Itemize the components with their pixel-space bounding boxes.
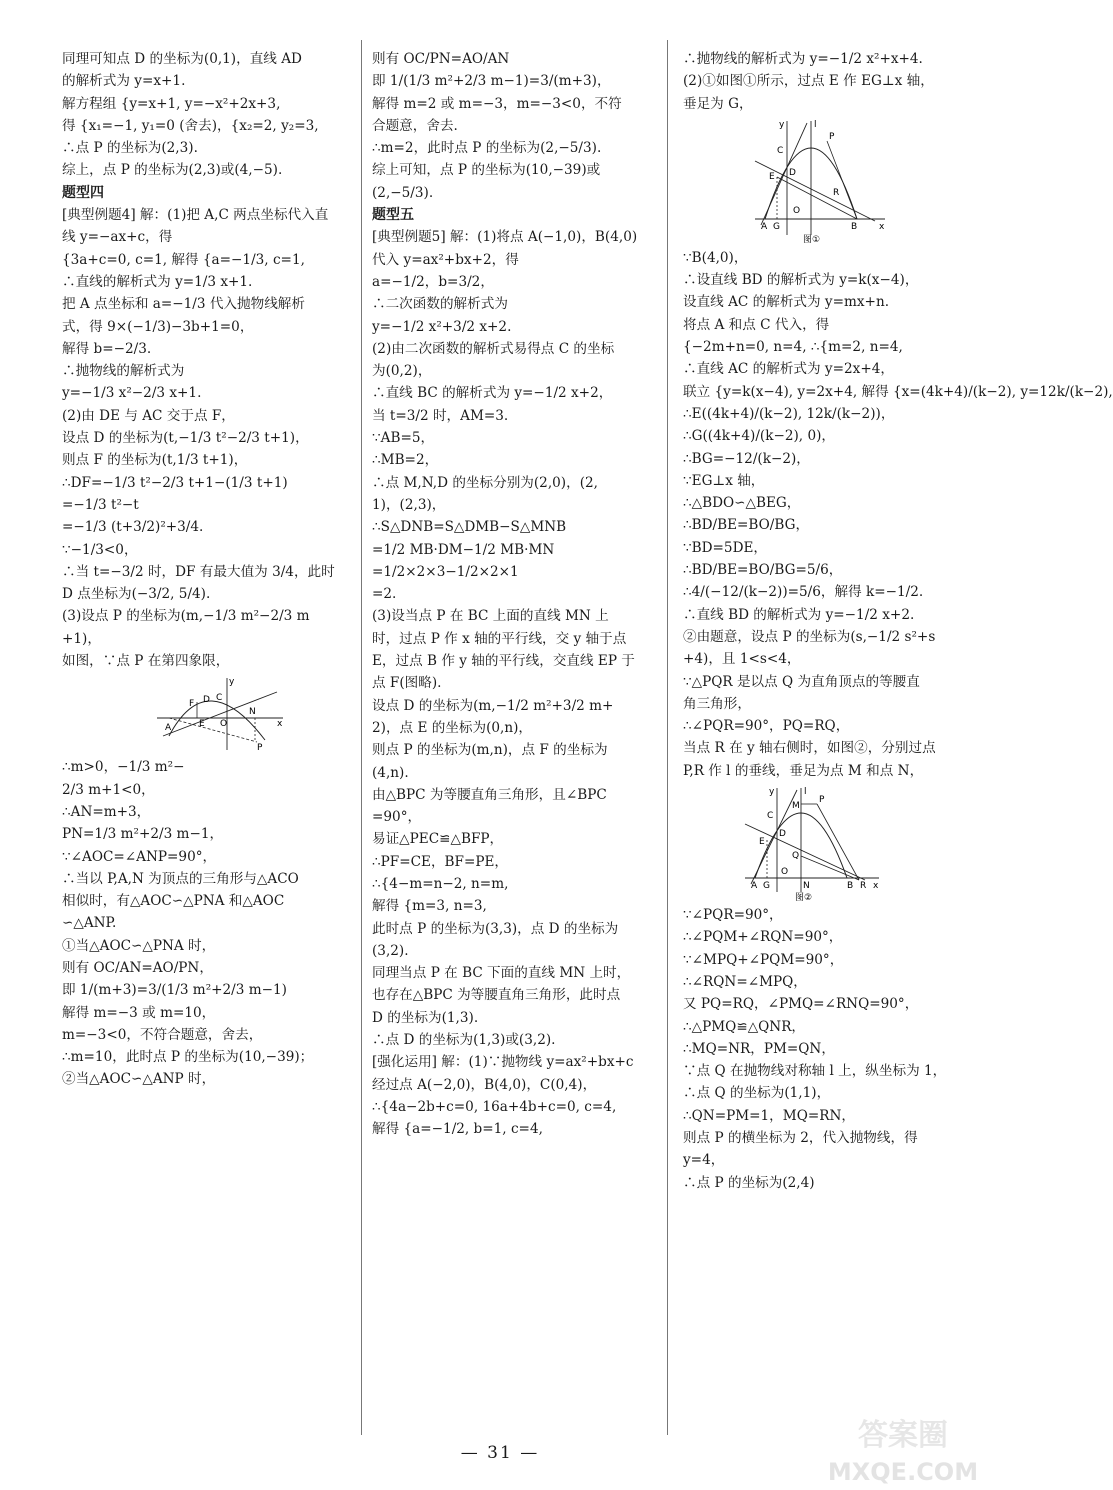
text-line: 由△BPC 为等腰直角三角形，且∠BPC xyxy=(372,786,607,803)
text-line: (2)①如图①所示，过点 E 作 EG⊥x 轴， xyxy=(683,73,934,90)
text-line: ∴直线 BD 的解析式为 y=−1/2 x+2. xyxy=(683,606,915,623)
column-left xyxy=(62,48,350,1091)
text-line: (4,n). xyxy=(372,764,409,781)
text-line: ∴当以 P,A,N 为顶点的三角形与△ACO xyxy=(62,870,299,887)
text-line: 又 PQ=RQ，∠PMQ=∠RNQ=90°， xyxy=(683,996,919,1013)
watermark-logo: 答案圈 xyxy=(858,1418,948,1453)
text-line: 则点 P 的坐标为(m,n)，点 F 的坐标为 xyxy=(372,742,608,759)
text-line: 则有 OC/PN=AO/AN xyxy=(372,51,510,67)
text-line: 综上可知，点 P 的坐标为(10,−39)或 xyxy=(372,162,601,179)
text-line: ∴BD/BE=BO/BG=5/6， xyxy=(683,562,843,579)
text-line: ∴△PMQ≌△QNR， xyxy=(683,1018,806,1035)
text-line: ∴QN=PM=1，MQ=RN， xyxy=(683,1107,855,1124)
text-line: ∴设直线 BD 的解析式为 y=k(x−4)， xyxy=(683,272,919,289)
text-line: (2,−5/3). xyxy=(372,184,434,201)
text-line: ∴直线 BC 的解析式为 y=−1/2 x+2， xyxy=(372,385,613,402)
text-line: ∵BD=5DE， xyxy=(683,539,767,556)
text-line: ∴m=2，此时点 P 的坐标为(2,−5/3). xyxy=(372,140,602,157)
text-line: 解得 m=2 或 m=−3，m=−3<0，不符 xyxy=(372,95,622,112)
figure-label: P xyxy=(829,131,835,142)
text-line: ∴∠PQR=90°，PQ=RQ， xyxy=(683,718,850,735)
figure-label: C xyxy=(216,693,223,704)
text-line: ∴△BDO∽△BEG， xyxy=(683,495,801,512)
text-line: 设点 D 的坐标为(m,−1/2 m²+3/2 m+ xyxy=(372,697,614,714)
figure-label: l xyxy=(804,787,807,798)
example-heading-line: [强化运用] 解：(1)∵抛物线 y=ax²+bx+c xyxy=(372,1054,634,1071)
text-line: 1)，(2,3)， xyxy=(372,496,446,513)
text-line: ∴直线 AC 的解析式为 y=2x+4， xyxy=(683,361,894,378)
text-line: 当点 R 在 y 轴右侧时，如图②，分别过点 xyxy=(683,740,936,757)
text-line: ∴∠RQN=∠MPQ， xyxy=(683,973,807,990)
text-line: 同理可知点 D 的坐标为(0,1)，直线 AD xyxy=(62,51,302,67)
figure-label: O xyxy=(220,719,228,730)
figure-label: D xyxy=(789,167,796,178)
text-line: ∴S△DNB=S△DMB−S△MNB xyxy=(372,519,567,536)
text-line: ∴BG=−12/(k−2)， xyxy=(683,450,810,467)
text-line: =−1/3 (t+3/2)²+3/4. xyxy=(62,519,204,536)
text-line: 2/3 m+1<0， xyxy=(62,781,155,798)
text-line: 综上，点 P 的坐标为(2,3)或(4,−5). xyxy=(62,162,283,179)
text-line: 即 1/(m+3)=3/(1/3 m²+2/3 m−1) xyxy=(62,982,287,999)
text-line: 则有 OC/AN=AO/PN， xyxy=(62,959,213,976)
text-line: D 点坐标为(−3/2, 5/4). xyxy=(62,586,211,603)
text-line: ∴{4a−2b+c=0, 16a+4b+c=0, c=4, xyxy=(372,1098,617,1115)
text-line: 合题意，舍去. xyxy=(372,117,458,134)
figure-label: P xyxy=(257,743,263,754)
text-line: ∴m=10，此时点 P 的坐标为(10,−39)； xyxy=(62,1049,314,1066)
text-line: D 的坐标为(1,3). xyxy=(372,1009,479,1026)
text-line: +1)， xyxy=(62,630,101,647)
example-heading-line: [典型例题5] 解：(1)将点 A(−1,0)，B(4,0) xyxy=(372,229,638,246)
text-line: 式，得 9×(−1/3)−3b+1=0， xyxy=(62,318,254,335)
figure-label: E xyxy=(199,719,205,730)
text-line: 解得 b=−2/3. xyxy=(62,340,152,357)
text-line: ∴点 P 的坐标为(2,3). xyxy=(62,140,198,157)
text-line: 垂足为 G， xyxy=(683,95,753,112)
text-line: (3,2). xyxy=(372,942,409,959)
text-line: 此时点 P 的坐标为(3,3)，点 D 的坐标为 xyxy=(372,920,619,937)
text-line: ∴点 P 的坐标为(2,4) xyxy=(683,1174,815,1191)
figure-label: x xyxy=(277,719,283,730)
text-line: 如图，∵点 P 在第四象限， xyxy=(62,653,230,670)
text-line: y=4， xyxy=(683,1152,725,1169)
figure-label: C xyxy=(767,811,774,822)
text-line: ∵EG⊥x 轴， xyxy=(683,472,765,489)
text-line: =1/2×2×3−1/2×2×1 xyxy=(372,563,519,580)
text-line: 即 1/(1/3 m²+2/3 m−1)=3/(m+3)， xyxy=(372,73,611,90)
text-line: ∴{4−m=n−2, n=m, xyxy=(372,875,509,892)
text-line: =1/2 MB·DM−1/2 MB·MN xyxy=(372,541,555,558)
text-line: ∵−1/3<0， xyxy=(62,541,138,558)
figure-label: O xyxy=(793,205,801,216)
text-line: 相似时，有△AOC∽△PNA 和△AOC xyxy=(62,893,285,910)
text-line: ①当△AOC∽△PNA 时， xyxy=(62,937,216,954)
figure-label: C xyxy=(777,145,784,156)
text-line: 的解析式为 y=x+1. xyxy=(62,73,186,90)
text-line: ∴点 D 的坐标为(1,3)或(3,2). xyxy=(372,1032,556,1049)
figure-label: A xyxy=(751,881,758,892)
text-line: 同理当点 P 在 BC 下面的直线 MN 上时， xyxy=(372,965,631,982)
text-line: (2)由 DE 与 AC 交于点 F， xyxy=(62,407,235,424)
section-heading: 题型五 xyxy=(372,207,414,224)
text-line: ∴4/(−12/(k−2))=5/6，解得 k=−1/2. xyxy=(683,584,924,601)
text-line: {3a+c=0, c=1, 解得 {a=−1/3, c=1, xyxy=(62,251,305,268)
figure-label: P xyxy=(819,795,825,806)
section-heading: 题型四 xyxy=(62,184,104,201)
text-line: ∴G((4k+4)/(k−2), 0)， xyxy=(683,428,835,445)
text-line: (3)设当点 P 在 BC 上面的直线 MN 上 xyxy=(372,608,609,625)
text-line: PN=1/3 m²+2/3 m−1， xyxy=(62,826,224,843)
figure-caption: 图② xyxy=(795,893,813,904)
text-line: ∵AB=5， xyxy=(372,430,435,447)
text-line: ∴点 M,N,D 的坐标分别为(2,0)，(2, xyxy=(372,474,598,491)
column-divider-right xyxy=(667,40,668,1435)
text-line: m=−3<0，不符合题意，舍去， xyxy=(62,1026,263,1043)
text-line: ∵点 Q 在抛物线对称轴 l 上，纵坐标为 1， xyxy=(683,1063,947,1080)
figure-label: N xyxy=(249,707,256,718)
column-middle xyxy=(372,48,657,1141)
text-line: =90°， xyxy=(372,809,422,826)
watermark xyxy=(818,1410,988,1486)
text-line: 设直线 AC 的解析式为 y=mx+n. xyxy=(683,294,890,311)
figure-label: x xyxy=(873,881,879,892)
figure-label: O xyxy=(781,867,789,878)
text-line: ∴抛物线的解析式为 xyxy=(62,363,185,380)
figure-label: x xyxy=(879,221,885,232)
text-line: {−2m+n=0, n=4, ∴{m=2, n=4, xyxy=(683,339,903,356)
text-line: 解方程组 {y=x+1, y=−x²+2x+3, xyxy=(62,95,281,112)
text-line: ∴∠PQM+∠RQN=90°， xyxy=(683,929,843,946)
text-line: 2)，点 E 的坐标为(0,n)， xyxy=(372,719,533,736)
text-line: 将点 A 和点 C 代入，得 xyxy=(683,316,830,333)
text-line: ∴MB=2， xyxy=(372,452,439,469)
text-line: ∴抛物线的解析式为 y=−1/2 x²+x+4. xyxy=(683,51,923,67)
text-line: 解得 {m=3, n=3, xyxy=(372,898,487,915)
text-line: (3)设点 P 的坐标为(m,−1/3 m²−2/3 m xyxy=(62,608,310,625)
text-line: 易证△PEC≌△BFP， xyxy=(372,831,504,848)
figure-label: N xyxy=(803,881,810,892)
text-line: +4)，且 1<s<4， xyxy=(683,651,801,668)
text-line: ∴点 Q 的坐标为(1,1)， xyxy=(683,1085,831,1102)
text-line: 则点 P 的横坐标为 2，代入抛物线，得 xyxy=(683,1129,918,1146)
text-line: 时，过点 P 作 x 轴的平行线，交 y 轴于点 xyxy=(372,630,627,647)
figure-label: E xyxy=(759,837,765,848)
example-heading-line: [典型例题4] 解：(1)把 A,C 两点坐标代入直 xyxy=(62,207,329,224)
text-line: ∴PF=CE，BF=PE， xyxy=(372,853,509,870)
text-line: ∴二次函数的解析式为 xyxy=(372,296,508,313)
figure-label: Q xyxy=(792,851,800,862)
column-divider-left xyxy=(361,40,362,1435)
text-line: =−1/3 t²−t xyxy=(62,496,139,513)
text-line: ∴AN=m+3， xyxy=(62,803,151,820)
text-line: 角三角形， xyxy=(683,695,751,712)
text-line: 解得 m=−3 或 m=10， xyxy=(62,1004,216,1021)
text-line: 为(0,2)， xyxy=(372,363,432,380)
text-line: P,R 作 l 的垂线，垂足为点 M 和点 N， xyxy=(683,762,924,779)
text-line: 经过点 A(−2,0)，B(4,0)，C(0,4)， xyxy=(372,1076,597,1093)
figure-label: A xyxy=(761,221,768,232)
text-line: y=−1/2 x²+3/2 x+2. xyxy=(372,318,512,335)
figure-caption: 图① xyxy=(803,234,821,245)
figure-label: l xyxy=(814,119,817,130)
text-line: ∴E((4k+4)/(k−2), 12k/(k−2))， xyxy=(683,405,895,422)
text-line: =2. xyxy=(372,586,397,603)
figure-label: G xyxy=(763,881,770,892)
figure-label: A xyxy=(165,723,172,734)
text-line: 得 {x₁=−1, y₁=0 (舍去)，{x₂=2, y₂=3, xyxy=(62,117,319,134)
figure-label: B xyxy=(847,881,854,892)
text-line: ∴BD/BE=BO/BG， xyxy=(683,517,810,534)
text-line: ∵∠PQR=90°， xyxy=(683,907,783,924)
text-line: E，过点 B 作 y 轴的平行线，交直线 EP 于 xyxy=(372,653,635,670)
figure-2 xyxy=(743,784,883,902)
text-line: ∵△PQR 是以点 Q 为直角顶点的等腰直 xyxy=(683,673,920,690)
parabola-figure-small xyxy=(157,674,287,754)
text-line: 联立 {y=k(x−4), y=2x+4, 解得 {x=(4k+4)/(k−2), y=12k/(k−2), xyxy=(683,383,1113,400)
text-line: 点 F(图略). xyxy=(372,675,442,692)
figure-label: D xyxy=(779,829,786,840)
text-line: ∴MQ=NR，PM=QN， xyxy=(683,1040,835,1057)
text-line: ②由题意，设点 P 的坐标为(s,−1/2 s²+s xyxy=(683,628,936,645)
text-line: a=−1/2，b=3/2， xyxy=(372,273,494,290)
figure-label: G xyxy=(773,221,780,232)
watermark-site: MXQE.COM xyxy=(827,1458,979,1486)
figure-label: y xyxy=(229,677,235,688)
text-line: y=−1/3 x²−2/3 x+1. xyxy=(62,385,202,402)
figure-label: R xyxy=(833,187,840,198)
figure-label: y xyxy=(779,119,785,130)
text-line: 则点 F 的坐标为(t,1/3 t+1)， xyxy=(62,452,248,469)
text-line: 也存在△BPC 为等腰直角三角形，此时点 xyxy=(372,987,621,1004)
text-line: ∵∠AOC=∠ANP=90°， xyxy=(62,848,217,865)
text-line: 代入 y=ax²+bx+2，得 xyxy=(372,251,519,268)
figure-1 xyxy=(753,117,888,245)
text-line: ∴当 t=−3/2 时，DF 有最大值为 3/4，此时 xyxy=(62,563,335,580)
figure-label: B xyxy=(851,221,858,232)
text-line: ∴直线的解析式为 y=1/3 x+1. xyxy=(62,273,253,290)
column-right xyxy=(683,48,1113,1194)
page-number: — 31 — xyxy=(460,1443,540,1463)
text-line: 线 y=−ax+c，得 xyxy=(62,229,173,246)
figure-label: y xyxy=(769,787,775,798)
text-line: 当 t=3/2 时，AM=3. xyxy=(372,407,509,424)
text-line: ②当△AOC∽△ANP 时， xyxy=(62,1071,216,1088)
text-line: ∵∠MPQ+∠PQM=90°， xyxy=(683,951,844,968)
text-line: 设点 D 的坐标为(t,−1/3 t²−2/3 t+1)， xyxy=(62,430,309,447)
figure-label: D xyxy=(203,695,210,706)
figure-label: R xyxy=(860,881,867,892)
text-line: 把 A 点坐标和 a=−1/3 代入抛物线解析 xyxy=(62,296,305,313)
figure-label: E xyxy=(769,171,775,182)
figure-label: M xyxy=(792,801,800,812)
text-line: ∽△ANP. xyxy=(62,915,117,932)
text-line: ∴DF=−1/3 t²−2/3 t+1−(1/3 t+1) xyxy=(62,474,288,491)
figure-label: F xyxy=(189,699,195,710)
text-line: ∴m>0，−1/3 m²− xyxy=(62,759,185,776)
text-line: 解得 {a=−1/2, b=1, c=4, xyxy=(372,1121,543,1138)
text-line: (2)由二次函数的解析式易得点 C 的坐标 xyxy=(372,340,615,357)
text-line: ∵B(4,0)， xyxy=(683,249,748,266)
